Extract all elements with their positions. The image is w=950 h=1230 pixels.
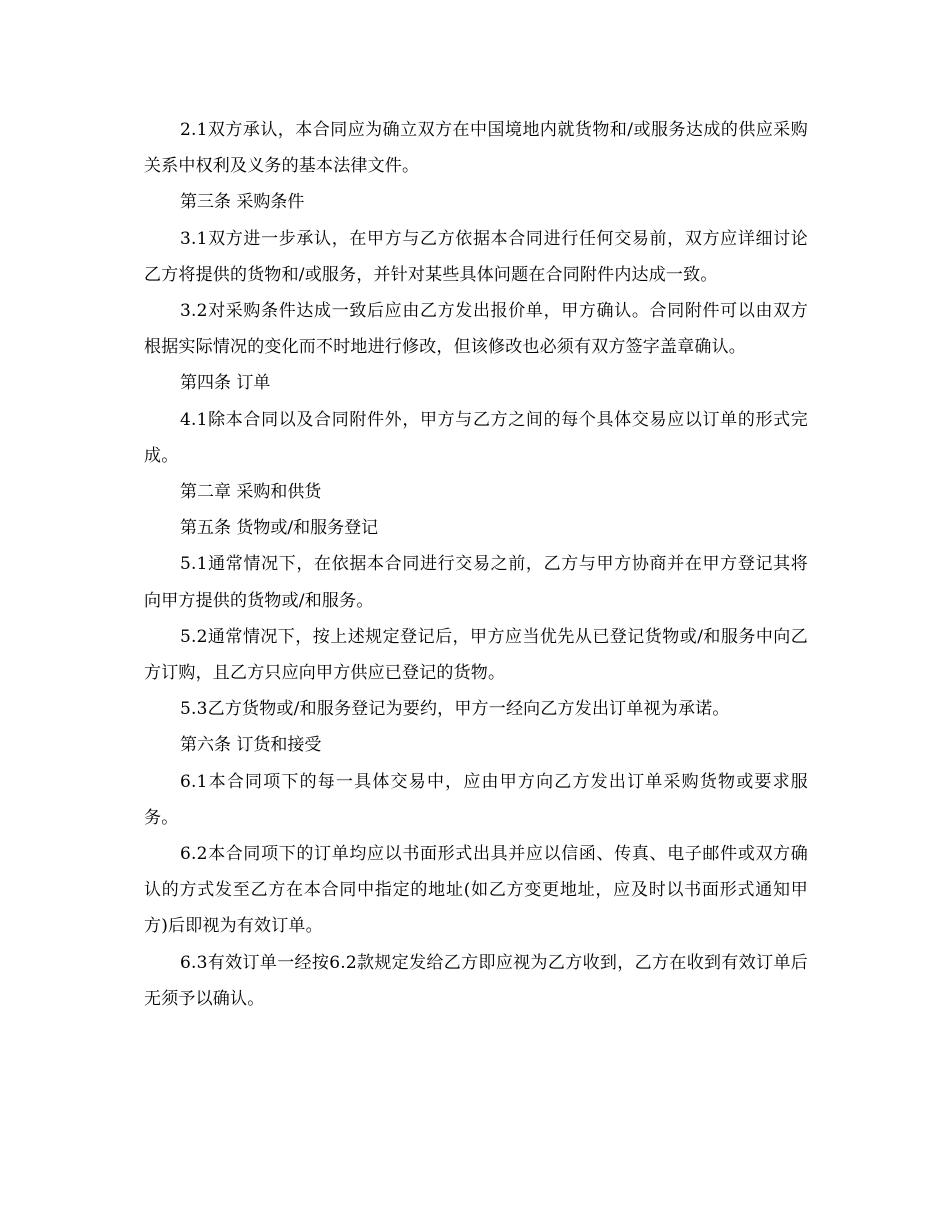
- chapter-2-heading: 第二章 采购和供货: [180, 482, 322, 503]
- document-page: [144, 112, 808, 1017]
- clause-3-1: 3.1双方进一步承认，在甲方与乙方依据本合同进行任何交易前，双方应详细讨论乙方将提供的货物和/或服务，并针对某些具体问题在合同附件内达成一致。: [144, 228, 808, 285]
- clause-5-1: 5.1通常情况下，在依据本合同进行交易之前，乙方与甲方协商并在甲方登记其将向甲方提供的货物或/和服务。: [144, 554, 808, 611]
- clause-6-3: 6.3有效订单一经按6.2款规定发给乙方即应视为乙方收到，乙方在收到有效订单后无须予以确认。: [144, 952, 808, 1009]
- article-6-heading: 第六条 订货和接受: [180, 735, 322, 756]
- article-4-heading: 第四条 订单: [180, 373, 271, 394]
- article-3-heading: 第三条 采购条件: [180, 192, 305, 213]
- clause-5-3: 5.3乙方货物或/和服务登记为要约，甲方一经向乙方发出订单视为承诺。: [180, 699, 730, 720]
- article-5-heading: 第五条 货物或/和服务登记: [180, 518, 379, 539]
- clause-3-2: 3.2对采购条件达成一致后应由乙方发出报价单，甲方确认。合同附件可以由双方根据实际情况的变化而不时地进行修改，但该修改也必须有双方签字盖章确认。: [144, 301, 808, 358]
- clause-6-2: 6.2本合同项下的订单均应以书面形式出具并应以信函、传真、电子邮件或双方确认的方式发至乙方在本合同中指定的地址(如乙方变更地址，应及时以书面形式通知甲方)后即视为有效订单。: [144, 844, 808, 937]
- clause-5-2: 5.2通常情况下，按上述规定登记后，甲方应当优先从已登记货物或/和服务中向乙方订购，且乙方只应向甲方供应已登记的货物。: [144, 626, 808, 684]
- clause-6-1: 6.1本合同项下的每一具体交易中，应由甲方向乙方发出订单采购货物或要求服务。: [144, 771, 808, 828]
- clause-4-1: 4.1除本合同以及合同附件外，甲方与乙方之间的每个具体交易应以订单的形式完成。: [144, 409, 808, 466]
- clause-2-1: 2.1双方承认，本合同应为确立双方在中国境地内就货物和/或服务达成的供应采购关系中权利及义务的基本法律文件。: [144, 120, 808, 177]
